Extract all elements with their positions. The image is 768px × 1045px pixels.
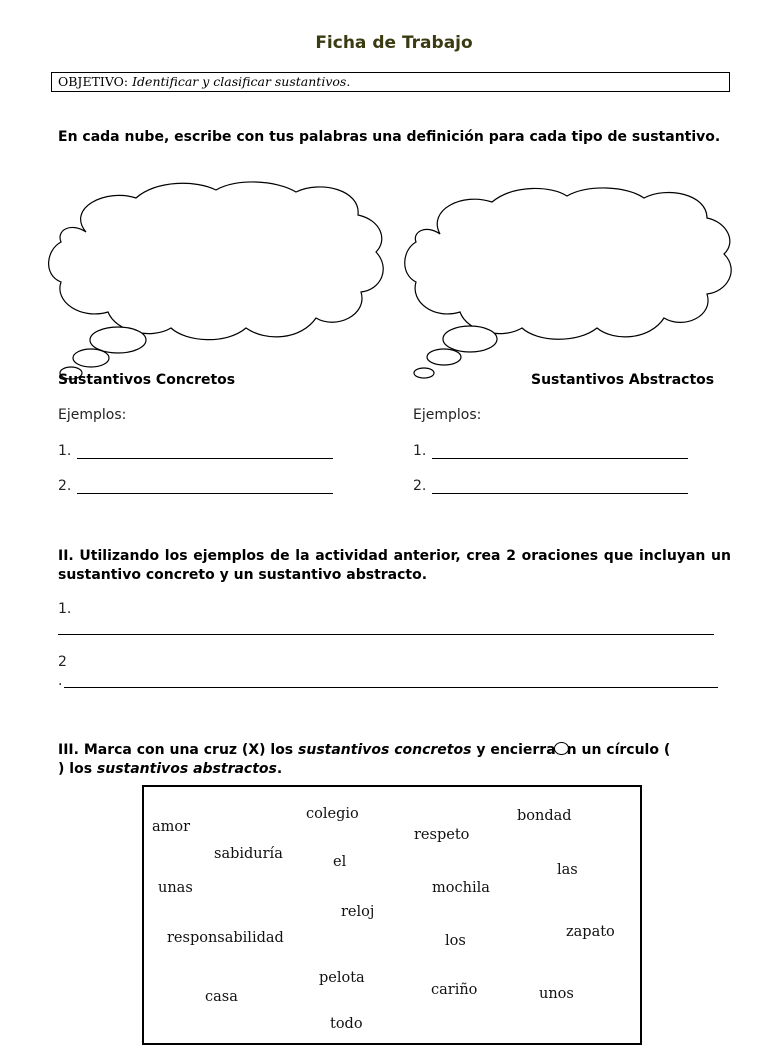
answer-line[interactable] xyxy=(432,458,688,459)
word-item[interactable]: unas xyxy=(158,880,193,896)
answer-line[interactable] xyxy=(77,493,333,494)
section2-instruction: II. Utilizando los ejemplos de la actividad anterior, crea 2 oraciones que incluyan un sustantivo concreto y un sustantivo abstracto. xyxy=(58,548,731,583)
word-item[interactable]: sabiduría xyxy=(214,846,283,862)
instruction-text: y encierra xyxy=(471,742,556,758)
sentence-number: 2 xyxy=(58,654,67,670)
sentence-number-dot: . xyxy=(58,673,63,689)
sentence-number: 1. xyxy=(58,601,72,617)
example-number: 1. xyxy=(413,443,427,459)
word-item[interactable]: pelota xyxy=(319,970,365,986)
word-item[interactable]: responsabilidad xyxy=(167,930,284,946)
example-number: 1. xyxy=(58,443,72,459)
sentence-line[interactable] xyxy=(58,634,714,635)
word-box xyxy=(142,785,642,1045)
word-item[interactable]: colegio xyxy=(306,806,359,822)
objective-text: Identificar y clasificar sustantivos. xyxy=(132,74,351,89)
instruction-emphasis: sustantivos abstractos xyxy=(96,761,277,777)
word-item[interactable]: cariño xyxy=(431,982,478,998)
word-item[interactable]: los xyxy=(445,933,466,949)
word-item[interactable]: casa xyxy=(205,989,238,1005)
word-item[interactable]: mochila xyxy=(432,880,490,896)
instruction-emphasis: sustantivos concretos xyxy=(298,742,472,758)
thought-cloud-right[interactable] xyxy=(402,184,742,382)
abstractos-heading: Sustantivos Abstractos xyxy=(531,372,715,388)
examples-label-right: Ejemplos: xyxy=(413,407,482,423)
word-item[interactable]: todo xyxy=(330,1016,363,1032)
answer-line[interactable] xyxy=(432,493,688,494)
examples-label-left: Ejemplos: xyxy=(58,407,127,423)
example-number: 2. xyxy=(413,478,427,494)
word-item[interactable]: reloj xyxy=(341,904,375,920)
instruction-text: III. Marca con una cruz (X) los xyxy=(58,742,299,758)
word-item[interactable]: bondad xyxy=(517,808,572,824)
word-item[interactable]: unos xyxy=(539,986,574,1002)
word-item[interactable]: el xyxy=(333,854,347,870)
section3-instruction xyxy=(58,741,731,779)
answer-line[interactable] xyxy=(77,458,333,459)
word-item[interactable]: las xyxy=(557,862,578,878)
section1-instruction: En cada nube, escribe con tus palabras una definición para cada tipo de sustantivo. xyxy=(58,129,721,145)
page-title: Ficha de Trabajo xyxy=(315,33,473,53)
word-item[interactable]: zapato xyxy=(566,924,615,940)
instruction-text: n un círculo ( xyxy=(566,742,671,758)
word-item[interactable]: amor xyxy=(152,819,191,835)
word-item[interactable]: respeto xyxy=(414,827,470,843)
objective-box xyxy=(51,72,730,92)
concretos-heading: Sustantivos Concretos xyxy=(58,372,236,388)
thought-cloud-left[interactable] xyxy=(46,180,396,382)
example-number: 2. xyxy=(58,478,72,494)
sentence-line[interactable] xyxy=(64,687,718,688)
objective-label: OBJETIVO: xyxy=(58,74,129,89)
instruction-text: . xyxy=(276,761,283,777)
instruction-text: ) los xyxy=(58,761,97,777)
